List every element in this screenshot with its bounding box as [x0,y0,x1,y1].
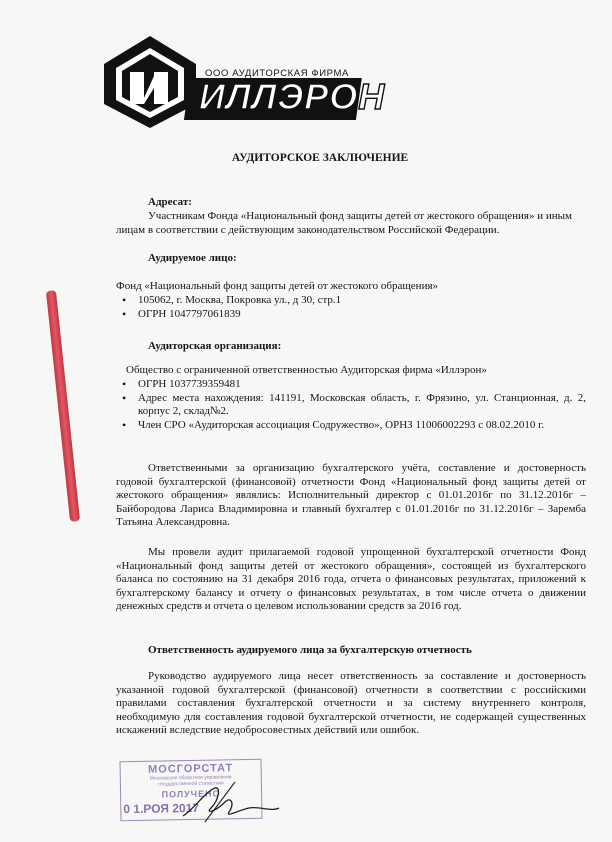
responsibility-heading: Ответственность аудируемого лица за бухгалтерскую отчетность [148,644,472,656]
list-item: • Член СРО «Аудиторская ассоциация Содружество», ОРНЗ 11006002293 с 08.02.2010 г. [116,419,586,433]
list-item: • ОГРН 1037739359481 [116,378,586,392]
auditor-heading: Аудиторская организация: [148,340,282,352]
stamp-status: ПОЛУЧЕНО [161,788,221,800]
stamp-date: 0 1.РОЯ 2017 [123,800,200,817]
stamp-line1: Московское областное управление [149,774,232,782]
list-item: • 105062, г. Москва, Покровка ул., д 30, стр.1 [116,294,566,308]
audited-heading: Аудируемое лицо: [148,252,237,264]
audited-details-list [116,294,566,321]
stamp-line2: государственной статистики [158,780,224,788]
addressee-text: Участникам Фонда «Национальный фонд защиты детей от жестокого обращения» и иным лицам в соответствии с действующим законодательством Российской Федерации. [116,210,572,236]
list-item: • Адрес места нахождения: 141191, Московская область, г. Фрязино, ул. Станционная, д. 2, корпус 2, склад№2. [116,392,586,419]
audited-name: Фонд «Национальный фонд защиты детей от жестокого обращения» [116,280,439,292]
audit-scope-paragraph: Мы провели аудит прилагаемой годовой упрощенной бухгалтерской отчетности Фонд «Национальный фонд защиты детей от жестокого обращения», состоящей из бухгалтерского баланса по состоянию на 31 декабря 2016 года, отчета о финансовых результатах, приложений к бухгалтерскому балансу и отчету о финансовых результатах, в том числе отчета о движении денежных средств и отчета о целевом использовании средств за 2016 год. [116,546,586,612]
list-item: • ОГРН 1047797061839 [116,308,566,322]
addressee-heading: Адресат: [148,196,192,208]
responsible-persons-paragraph: Ответственными за организацию бухгалтерского учёта, составление и достоверность годовой бухгалтерской (финансовой) отчетности Фонд «Национальный фонд защиты детей от жестокого обращения» являлись: Исполнительный директор с 01.01.2016г по 31.12.2016г – Байбородова Лариса Владимировна и главный бухгалтер с 01.01.2016г по 31.12.2016г – Заремба Татьяна Александровна. [116,462,586,528]
auditor-details-list [116,378,586,432]
stamp-org: МОСГОРСТАТ [147,762,234,776]
logo-company-type: ООО АУДИТОРСКАЯ ФИРМА [205,68,349,79]
document-title: АУДИТОРСКОЕ ЗАКЛЮЧЕНИЕ [231,152,409,164]
auditor-name: Общество с ограниченной ответственностью Аудиторская фирма «Иллэрон» [126,364,487,376]
logo-company-name: ИЛЛЭРОН [199,76,386,117]
responsibility-paragraph: Руководство аудируемого лица несет ответственность за составление и достоверность указанной годовой бухгалтерской (финансовой) отчетности в соответствии с российскими правилами составления бухгалтерской отчетности и за систему внутреннего контроля, необходимую для составления годовой бухгалтерской отчетности, не содержащей существенных искажений вследствие недобросовестных действий или ошибок. [116,670,586,736]
signature-icon [175,778,285,826]
binding-ribbon [46,290,80,522]
